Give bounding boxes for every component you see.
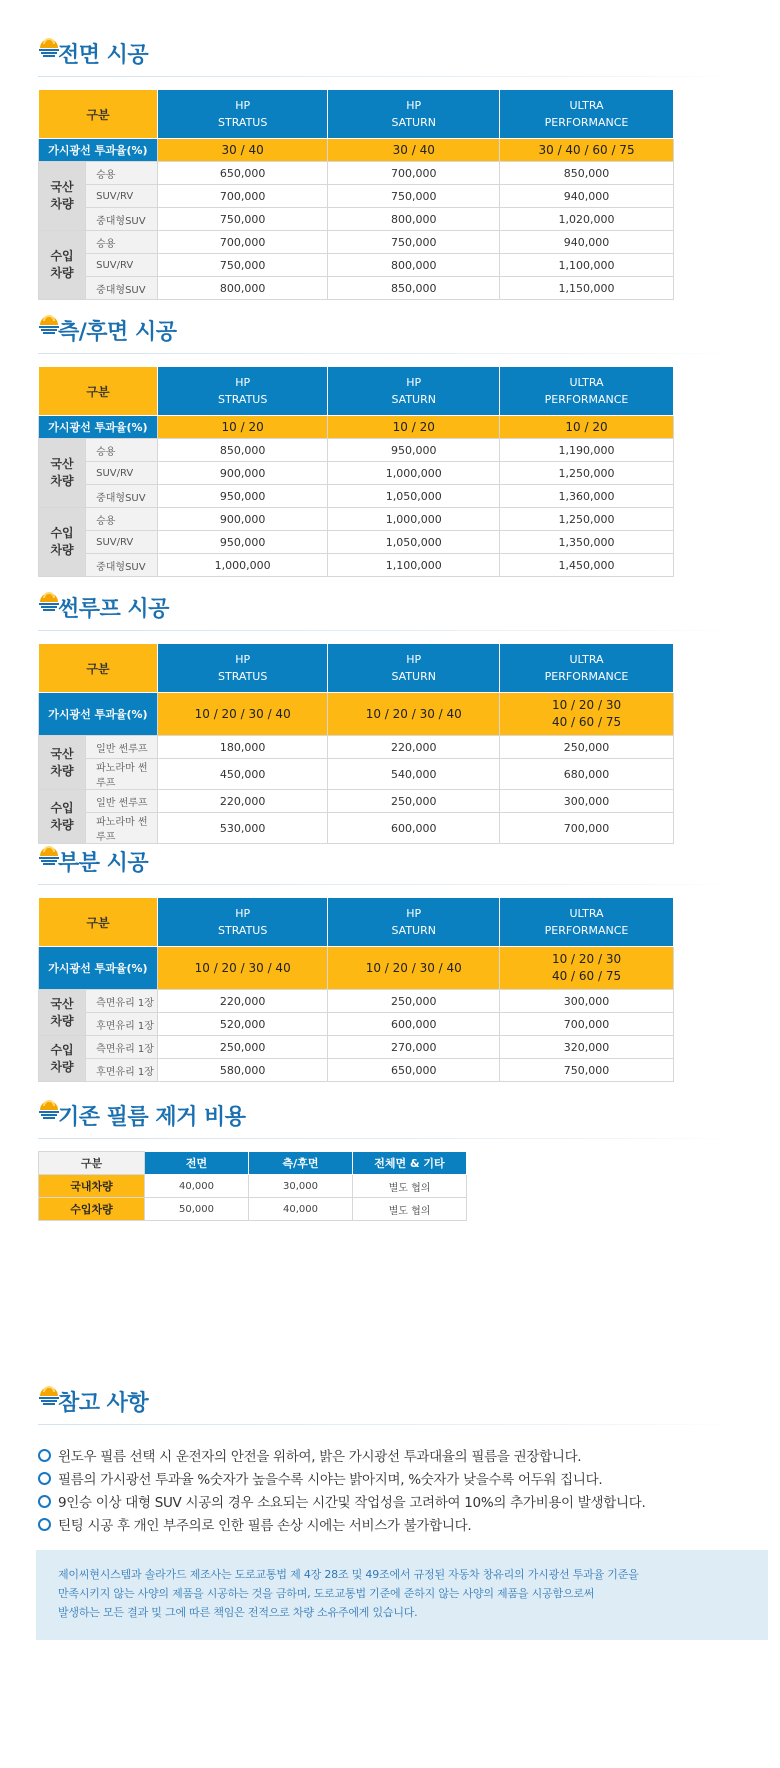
price-cell: 700,000 [157,185,328,208]
price-cell: 580,000 [157,1059,328,1082]
price-cell: 750,000 [157,208,328,231]
price-cell: 220,000 [157,790,328,813]
vlt-value: 10 / 20 [157,416,328,439]
price-cell: 850,000 [157,439,328,462]
row-subcategory: 일반 썬루프 [86,736,158,759]
solar-logo-icon [38,588,60,612]
price-cell: 250,000 [328,990,500,1013]
row-subcategory: 중대형SUV [86,208,158,231]
header-product-ultra: ULTRA PERFORMANCE [500,90,674,139]
price-cell: 1,350,000 [500,531,674,554]
header-product-stratus: HP STRATUS [157,898,328,947]
price-cell: 30,000 [249,1175,353,1198]
vlt-value: 10 / 20 / 30 / 40 [328,947,500,990]
section-divider [38,630,738,631]
price-table-front [38,89,674,300]
row-subcategory: 측면유리 1장 [86,1036,158,1059]
price-cell: 180,000 [157,736,328,759]
group-label-domestic: 국산 차량 [39,439,86,508]
section-divider [38,1138,738,1139]
price-cell: 950,000 [328,439,500,462]
price-cell: 900,000 [157,508,328,531]
section-title-text: 측/후면 시공 [58,320,177,345]
header-side-rear: 측/후면 [249,1152,353,1175]
vlt-value: 10 / 20 / 30 40 / 60 / 75 [500,693,674,736]
removal-cost-table [38,1151,467,1221]
header-product-stratus: HP STRATUS [157,90,328,139]
price-cell: 750,000 [500,1059,674,1082]
circle-bullet-icon [38,1518,51,1531]
row-subcategory: 중대형SUV [86,277,158,300]
section-title-notes [38,1382,738,1418]
price-cell: 680,000 [500,759,674,790]
price-cell: 40,000 [145,1175,249,1198]
section-title-front [38,34,738,70]
section-title-text: 부분 시공 [58,851,149,876]
header-product-stratus: HP STRATUS [157,644,328,693]
disclaimer-line: 발생하는 모든 결과 및 그에 따른 책임은 전적으로 차량 소유주에게 있습니다. [58,1606,418,1619]
price-cell: 700,000 [500,813,674,844]
header-product-ultra: ULTRA PERFORMANCE [500,644,674,693]
header-all-etc: 전체면 & 기타 [353,1152,467,1175]
price-cell: 250,000 [157,1036,328,1059]
price-cell: 700,000 [328,162,500,185]
vlt-label: 가시광선 투과율(%) [39,693,158,736]
row-subcategory: SUV/RV [86,254,158,277]
solar-logo-icon [38,34,60,58]
circle-bullet-icon [38,1495,51,1508]
disclaimer-line: 제이씨현시스템과 솔라가드 제조사는 도로교통법 제 4장 28조 및 49조에서 규정된 자동차 창유리의 가시광선 투과율 기준을 [58,1568,639,1581]
circle-bullet-icon [38,1449,51,1462]
row-label-domestic: 국내차량 [39,1175,145,1198]
vlt-value: 10 / 20 / 30 / 40 [328,693,500,736]
group-label-import: 수입 차량 [39,1036,86,1082]
price-cell: 1,000,000 [157,554,328,577]
section-title-text: 썬루프 시공 [58,597,169,622]
price-cell: 270,000 [328,1036,500,1059]
price-cell: 300,000 [500,990,674,1013]
price-cell: 40,000 [249,1198,353,1221]
price-cell: 320,000 [500,1036,674,1059]
price-cell: 250,000 [328,790,500,813]
legal-disclaimer-box [36,1550,768,1640]
section-divider [38,353,738,354]
header-gubun: 구분 [39,367,158,416]
header-gubun: 구분 [39,898,158,947]
header-front: 전면 [145,1152,249,1175]
price-cell: 750,000 [157,254,328,277]
vlt-value: 10 / 20 [328,416,500,439]
section-title-sunroof [38,588,738,624]
price-cell: 600,000 [328,1013,500,1036]
row-subcategory: 승용 [86,231,158,254]
row-subcategory: 중대형SUV [86,485,158,508]
price-cell: 650,000 [157,162,328,185]
price-cell: 650,000 [328,1059,500,1082]
price-cell: 940,000 [500,231,674,254]
group-label-domestic: 국산 차량 [39,162,86,231]
price-table-partial [38,897,674,1082]
solar-logo-icon [38,311,60,335]
circle-bullet-icon [38,1472,51,1485]
price-cell: 800,000 [328,254,500,277]
vlt-value: 10 / 20 / 30 / 40 [157,693,328,736]
vlt-label: 가시광선 투과율(%) [39,947,158,990]
row-subcategory: 파노라마 썬루프 [86,759,158,790]
group-label-domestic: 국산 차량 [39,990,86,1036]
row-subcategory: 측면유리 1장 [86,990,158,1013]
note-item: 필름의 가시광선 투과율 %숫자가 높을수록 시야는 밝아지며, %숫자가 낮을수록 어두워 집니다. [38,1468,758,1491]
section-title-removal [38,1096,738,1132]
price-cell: 950,000 [157,531,328,554]
solar-logo-icon [38,842,60,866]
price-cell: 1,190,000 [500,439,674,462]
price-cell: 940,000 [500,185,674,208]
header-product-saturn: HP SATURN [328,90,500,139]
price-cell: 300,000 [500,790,674,813]
disclaimer-line: 만족시키지 않는 사양의 제품을 시공하는 것을 금하며, 도로교통법 기준에 준하지 않는 사양의 제품을 시공함으로써 [58,1587,595,1600]
row-subcategory: 파노라마 썬루프 [86,813,158,844]
price-cell: 850,000 [500,162,674,185]
price-cell: 700,000 [500,1013,674,1036]
price-cell: 900,000 [157,462,328,485]
price-cell: 800,000 [157,277,328,300]
price-cell: 1,000,000 [328,508,500,531]
price-cell: 1,100,000 [500,254,674,277]
section-divider [38,884,738,885]
section-divider [38,76,738,77]
vlt-value: 10 / 20 / 30 / 40 [157,947,328,990]
header-gubun: 구분 [39,1152,145,1175]
section-title-partial [38,842,738,878]
group-label-import: 수입 차량 [39,231,86,300]
vlt-value: 30 / 40 / 60 / 75 [500,139,674,162]
section-divider [38,1424,738,1425]
price-cell: 50,000 [145,1198,249,1221]
row-subcategory: 중대형SUV [86,554,158,577]
price-cell: 750,000 [328,231,500,254]
row-subcategory: 후면유리 1장 [86,1013,158,1036]
price-cell: 530,000 [157,813,328,844]
row-subcategory: 일반 썬루프 [86,790,158,813]
price-cell: 700,000 [157,231,328,254]
row-subcategory: SUV/RV [86,185,158,208]
price-cell: 750,000 [328,185,500,208]
price-cell: 1,450,000 [500,554,674,577]
price-cell: 1,050,000 [328,485,500,508]
note-item: 틴팅 시공 후 개인 부주의로 인한 필름 손상 시에는 서비스가 불가합니다. [38,1514,758,1537]
row-subcategory: SUV/RV [86,531,158,554]
vlt-label: 가시광선 투과율(%) [39,139,158,162]
section-title-text: 기존 필름 제거 비용 [58,1105,246,1130]
notes-list [38,1445,758,1537]
row-subcategory: 후면유리 1장 [86,1059,158,1082]
vlt-value: 30 / 40 [328,139,500,162]
solar-logo-icon [38,1096,60,1120]
price-cell: 600,000 [328,813,500,844]
price-cell: 별도 협의 [353,1198,467,1221]
section-title-text: 참고 사항 [58,1391,149,1416]
vlt-value: 30 / 40 [157,139,328,162]
price-cell: 450,000 [157,759,328,790]
header-product-saturn: HP SATURN [328,898,500,947]
section-title-side [38,311,738,347]
section-title-text: 전면 시공 [58,43,149,68]
price-cell: 1,360,000 [500,485,674,508]
row-subcategory: 승용 [86,162,158,185]
price-cell: 1,250,000 [500,462,674,485]
price-table-sunroof [38,643,674,844]
price-cell: 220,000 [157,990,328,1013]
row-subcategory: 승용 [86,508,158,531]
header-product-stratus: HP STRATUS [157,367,328,416]
price-cell: 800,000 [328,208,500,231]
vlt-value: 10 / 20 [500,416,674,439]
solar-logo-icon [38,1382,60,1406]
price-cell: 1,020,000 [500,208,674,231]
price-cell: 250,000 [500,736,674,759]
group-label-domestic: 국산 차량 [39,736,86,790]
price-cell: 540,000 [328,759,500,790]
header-product-ultra: ULTRA PERFORMANCE [500,367,674,416]
price-cell: 1,100,000 [328,554,500,577]
price-cell: 별도 협의 [353,1175,467,1198]
price-cell: 1,000,000 [328,462,500,485]
row-label-import: 수입차량 [39,1198,145,1221]
header-product-saturn: HP SATURN [328,367,500,416]
price-cell: 1,150,000 [500,277,674,300]
price-cell: 1,250,000 [500,508,674,531]
note-item: 9인승 이상 대형 SUV 시공의 경우 소요되는 시간및 작업성을 고려하여 10%의 추가비용이 발생합니다. [38,1491,758,1514]
price-cell: 220,000 [328,736,500,759]
row-subcategory: SUV/RV [86,462,158,485]
price-table-side [38,366,674,577]
price-cell: 1,050,000 [328,531,500,554]
header-gubun: 구분 [39,644,158,693]
price-cell: 850,000 [328,277,500,300]
note-item: 윈도우 필름 선택 시 운전자의 안전을 위하여, 밝은 가시광선 투과대율의 필름을 권장합니다. [38,1445,758,1468]
price-cell: 950,000 [157,485,328,508]
group-label-import: 수입 차량 [39,790,86,844]
header-product-ultra: ULTRA PERFORMANCE [500,898,674,947]
price-cell: 520,000 [157,1013,328,1036]
header-gubun: 구분 [39,90,158,139]
header-product-saturn: HP SATURN [328,644,500,693]
vlt-label: 가시광선 투과율(%) [39,416,158,439]
group-label-import: 수입 차량 [39,508,86,577]
row-subcategory: 승용 [86,439,158,462]
vlt-value: 10 / 20 / 30 40 / 60 / 75 [500,947,674,990]
